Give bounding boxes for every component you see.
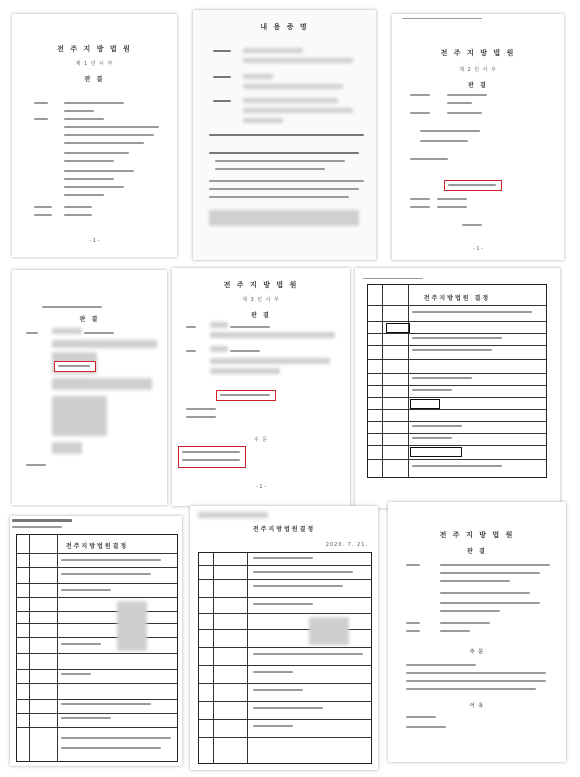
doc-subtitle: 제 3 민 사 부 — [242, 297, 280, 303]
doc-title: 전 주 지 방 법 원 — [57, 45, 132, 53]
highlight-box — [444, 180, 502, 191]
document-8-decision — [190, 506, 378, 770]
highlight-box — [216, 390, 276, 401]
document-6-decision — [355, 268, 560, 508]
doc-title: 전 주 지 방 법 원 — [440, 49, 516, 57]
highlight-box — [178, 446, 246, 468]
doc-title: 전주지방법원 결정 — [423, 295, 491, 302]
highlight-box — [54, 361, 96, 372]
page-number: - 1 - — [473, 246, 483, 252]
doc-title: 전주지방법원결정 — [252, 526, 316, 533]
doc-subtitle: 제 1 민 사 부 — [75, 61, 114, 67]
highlight-box — [386, 323, 410, 333]
document-4-judgment — [12, 270, 167, 505]
section-heading: 이 유 — [469, 703, 485, 709]
document-9-judgment — [388, 502, 566, 762]
page-number: - 1 - — [89, 238, 100, 244]
document-7-decision — [10, 516, 182, 766]
doc-heading: 판 결 — [467, 548, 487, 555]
doc-heading: 판 결 — [468, 82, 488, 89]
doc-heading: 판 결 — [251, 312, 271, 319]
document-5-judgment — [172, 268, 350, 506]
highlight-box — [410, 399, 440, 409]
doc-title: 내 용 증 명 — [260, 23, 309, 31]
page-number: - 1 - — [256, 484, 266, 490]
document-1-judgment — [12, 14, 177, 257]
section-heading: 주 문 — [253, 437, 269, 443]
section-heading: 주 문 — [469, 649, 485, 655]
document-3-judgment — [392, 14, 564, 260]
doc-title: 전 주 지 방 법 원 — [439, 531, 515, 539]
highlight-box — [410, 447, 462, 457]
doc-heading: 판 결 — [79, 316, 100, 323]
doc-subtitle: 제 2 민 사 부 — [459, 67, 497, 73]
doc-title: 전주지방법원결정 — [65, 543, 129, 550]
doc-title: 전 주 지 방 법 원 — [223, 281, 299, 289]
doc-date: 2020. 7. 21. — [325, 542, 368, 548]
doc-heading: 판 결 — [84, 76, 105, 83]
document-2-certified-letter — [193, 10, 376, 260]
